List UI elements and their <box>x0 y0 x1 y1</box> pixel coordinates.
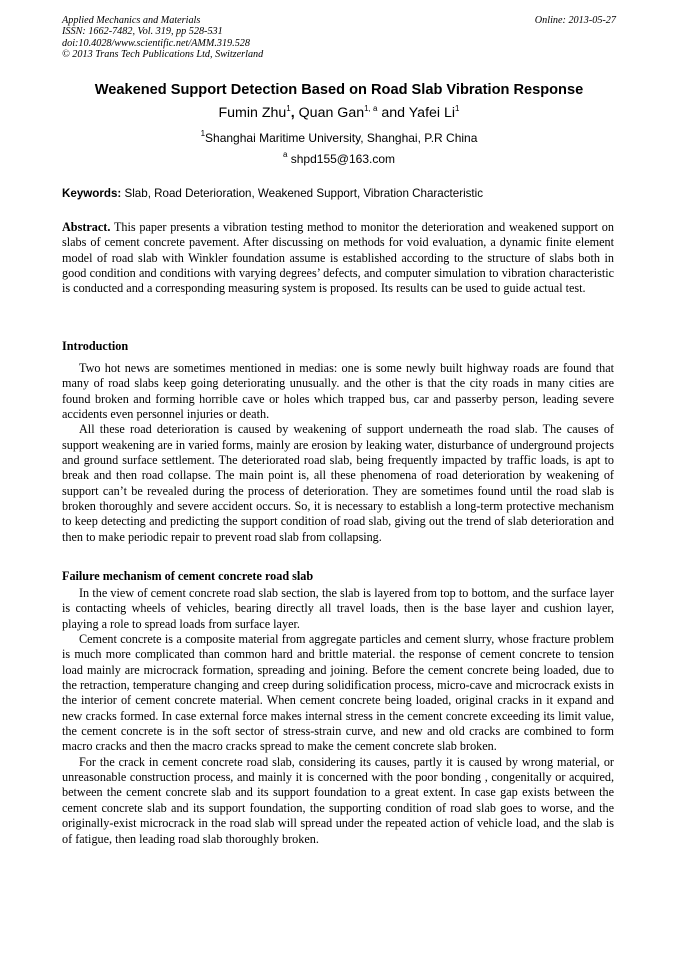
issn-line: ISSN: 1662-7482, Vol. 319, pp 528-531 <box>62 26 223 38</box>
affiliation <box>40 131 638 146</box>
abstract-text: This paper presents a vibration testing method to monitor the deterioration and weakened support on slabs of cement concrete pavement. After discussing on methods for void evaluation, a dynamic finite element model of road slab with Winkler foundation assume is established according to the structure of slabs both in good condition and conditions with varying degrees’ defects, and computer simulation to vibration characteristic is conducted and a corresponding measuring system is proposed. Its results can be used to guide actual test. <box>62 220 614 296</box>
author-name: Quan Gan <box>298 105 365 121</box>
abstract <box>62 220 614 297</box>
author-sup: 1 <box>286 104 291 113</box>
author-list <box>40 104 638 122</box>
affiliation-text: Shanghai Maritime University, Shanghai, P.R China <box>205 131 478 145</box>
introduction-body <box>62 361 614 545</box>
section-heading-failure-mechanism: Failure mechanism of cement concrete road slab <box>62 569 314 583</box>
author-email <box>40 152 638 167</box>
journal-header <box>62 15 616 61</box>
paragraph: Cement concrete is a composite material from aggregate particles and cement slurry, whose fracture problem is much more complicated than common hard and brittle material. the response of cement concrete to tension load mainly are microcrack formation, spreading and joining. Before the cement concrete being loaded, due to the retraction, temperature changing and creep during solidification process, micro-cave and microcrack exists in the interior of cement concrete material. When cement concrete being loaded, original cracks in it expand and new cracks formed. In case external force makes internal stress in the cement concrete exceeding its limit value, the cement concrete is in the soft sector of stress-strain curve, and new and old cracks are combined to form macro cracks and then the macro cracks spread to make the cement concrete slab broken. <box>62 632 614 754</box>
keywords <box>62 187 618 201</box>
author-name: Yafei Li <box>408 105 456 121</box>
keywords-label: Keywords: <box>62 187 122 200</box>
paragraph: All these road deterioration is caused by weakening of support underneath the road slab. The causes of support weakening are in varied forms, mainly are erosion by leaking water, disturbance of underground projects and ground surface settlement. The deteriorated road slab, being frequently impacted by traffic loads, is apt to break and then road collapse. The main point is, all these phenomena of road deterioration by weakening of support can’t be revealed during the process of deterioration. They are sometimes found until the road slab is broken thoroughly and severe accident occurs. So, it is necessary to establish a long-term protective mechanism to keep detecting and predicting the support condition of road slab, giving out the trend of slab deterioration and then to make periodic repair to prevent road slab from collapsing. <box>62 422 614 544</box>
failure-mechanism-body <box>62 586 614 847</box>
journal-name: Applied Mechanics and Materials <box>62 15 201 26</box>
paragraph: In the view of cement concrete road slab section, the slab is layered from top to bottom, and the surface layer is contacting wheels of vehicles, bearing directly all travel loads, then is the base layer and cushion layer, playing a role to spread loads from surface layer. <box>62 586 614 631</box>
paper-title: Weakened Support Detection Based on Road Slab Vibration Response <box>94 82 584 98</box>
keywords-text: Slab, Road Deterioration, Weakened Support, Vibration Characteristic <box>121 187 484 200</box>
author-separator: and <box>377 105 409 121</box>
author-separator: , <box>290 105 299 121</box>
online-date: Online: 2013-05-27 <box>534 15 616 26</box>
author-name: Fumin Zhu <box>218 105 287 121</box>
email-text: shpd155@163.com <box>287 152 396 166</box>
copyright-line: © 2013 Trans Tech Publications Ltd, Switzerland <box>62 49 264 61</box>
author-sup: 1, a <box>364 104 378 113</box>
paragraph: Two hot news are sometimes mentioned in medias: one is some newly built highway roads are found that many of road slabs keep going deteriorating unusually. and the other is that the city roads in many cities are found broken and forming horrible cave or holes which trapped bus, car and passerby person, leading severe accidents even personnel injuries or death. <box>62 361 614 422</box>
affiliation-sup: 1 <box>200 129 206 138</box>
author-sup: 1 <box>455 104 460 113</box>
paragraph: For the crack in cement concrete road slab, considering its causes, partly it is caused by wrong material, or unreasonable construction process, and mainly it is concerned with the poor bonding , congenitally or acquired, between the cement concrete slab and its support foundation to a great extent. In case gap exists between the cement concrete slab and its support foundation, the supporting condition of road slab goes to worse, and the originally-exist microcrack in the road slab will spread under the repeated action of vehicle load, and the slab is of fatigue, then leading road slab thoroughly broken. <box>62 754 614 846</box>
doi-line: doi:10.4028/www.scientific.net/AMM.319.528 <box>62 37 250 49</box>
section-heading-introduction: Introduction <box>62 339 129 353</box>
email-sup: a <box>282 150 288 159</box>
abstract-label: Abstract. <box>62 220 111 234</box>
